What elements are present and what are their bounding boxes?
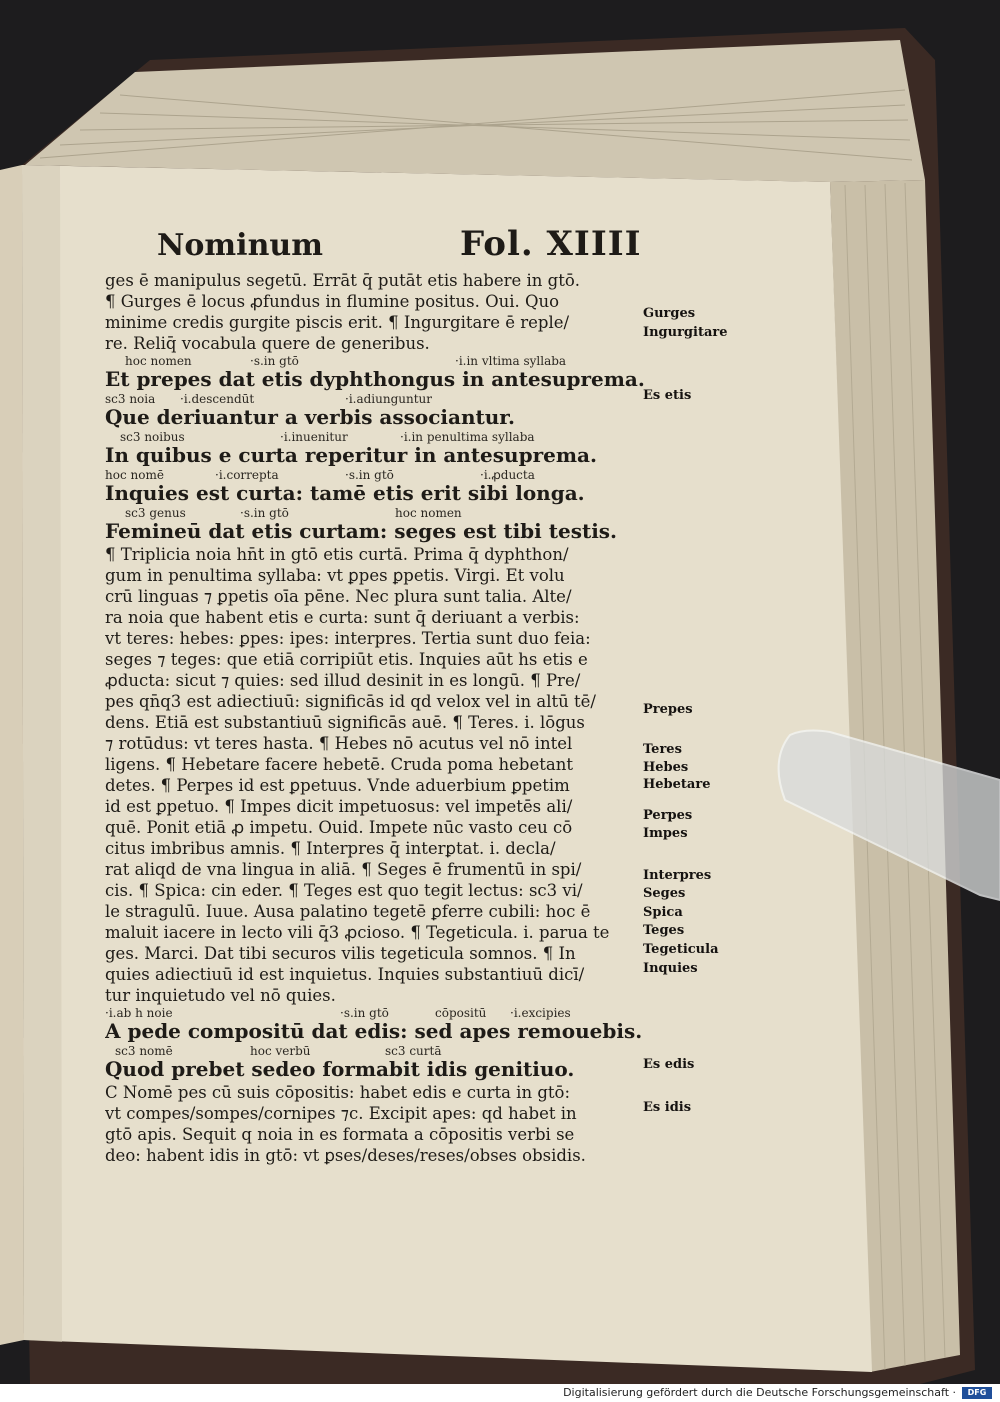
gloss-word: sc3 noibus [120,430,185,444]
gloss-word: hoc nomen [395,506,462,520]
gloss-word: ·i.ꝓducta [480,468,535,482]
marginal-note: Ingurgitare [643,325,728,340]
gloss-word: hoc verbū [250,1044,311,1058]
marginal-note: Impes [643,826,688,841]
marginal-note: Interpres [643,868,712,883]
marginal-note: Es edis [643,1057,695,1072]
verse-line: A pede compositū dat edis: sed apes remouebis. [105,1020,643,1043]
marginal-note: Seges [643,886,686,901]
gloss-line [105,1044,645,1058]
marginal-note: Gurges [643,306,696,321]
gloss-word: ·s.in gtō [240,506,289,520]
gloss-line [105,392,645,406]
commentary-line: deo: habent idis in gtō: vt ꝑses/deses/reses/obses obsidis. [105,1146,586,1165]
gloss-word: sc3 curtā [385,1044,442,1058]
verse-line: Que deriuantur a verbis associantur. [105,406,515,429]
gloss-word: ·s.in gtō [345,468,394,482]
folio-number: Fol. XIIII [460,224,642,264]
verse-line: Quod prebet sedeo formabit idis genitiuo. [105,1058,575,1081]
gloss-word: sc3 genus [125,506,186,520]
commentary-line: quies adiectiuū id est inquietus. Inquies substantiuū dicī/ [105,965,585,984]
commentary-line: citus imbribus amnis. ¶ Interpres q̄ interꝑtat. i. decla/ [105,839,556,858]
gloss-line [105,354,645,368]
gloss-line [105,430,645,444]
marginal-note: Es etis [643,388,692,403]
text-body [105,270,645,1166]
verse-line: Inquies est curta: tamē etis erit sibi longa. [105,482,585,505]
marginal-note: Tegeticula [643,942,719,957]
commentary-line: ꝓducta: sicut ⁊ quies: sed illud desinit in es longū. ¶ Pre/ [105,671,581,690]
marginal-note: Hebes [643,760,689,775]
gloss-word: ·i.adiunguntur [345,392,433,406]
dfg-logo: DFG [962,1387,992,1399]
commentary-line: gtō apis. Sequit q noia in es formata a cōpositis verbi se [105,1125,575,1144]
commentary-line: seges ⁊ teges: que etiā corripiūt etis. Inquies aūt hs etis e [105,650,588,669]
marginal-note: Teges [643,923,685,938]
commentary-line: dens. Etiā est substantiuū significās auē. ¶ Teres. i. lōgus [105,713,585,732]
marginal-note: Perpes [643,808,693,823]
commentary-line: ¶ Gurges ē locus ꝓfundus in flumine positus. Oui. Quo [105,292,560,311]
gloss-word: cōpositū [435,1006,487,1020]
footer-bar [0,1384,1000,1402]
gloss-word: ·i.ab h noie [105,1006,173,1020]
commentary-line: vt teres: hebes: ꝑpes: ipes: interpres. Tertia sunt duo feia: [105,629,591,648]
commentary-line: vt compes/sompes/cornipes ⁊c. Excipit apes: qd habet in [105,1104,577,1123]
gloss-word: ·s.in gtō [250,354,299,368]
footer-credit: Digitalisierung gefördert durch die Deutsche Forschungsgemeinschaft · [563,1386,956,1399]
gloss-word: ·i.inuenitur [280,430,348,444]
commentary-line: minime credis gurgite piscis erit. ¶ Ingurgitare ē reple/ [105,313,570,332]
gloss-word: hoc nomen [125,354,192,368]
gloss-word: ·s.in gtō [340,1006,389,1020]
verse-line: In quibus e curta reperitur in antesuprema. [105,444,597,467]
gloss-line [105,1006,645,1020]
gloss-word: ·i.correpta [215,468,279,482]
commentary-line: ra noia que habent etis e curta: sunt q̄ deriuant a verbis: [105,608,580,627]
marginal-note: Es idis [643,1100,692,1115]
marginal-note: Teres [643,742,682,757]
marginal-note: Hebetare [643,777,711,792]
verse-line: Femineū dat etis curtam: seges est tibi testis. [105,520,618,543]
gloss-line [105,468,645,482]
commentary-line: ges ē manipulus segetū. Errāt q̄ putāt etis habere in gtō. [105,271,581,290]
gloss-word: ·i.excipies [510,1006,571,1020]
running-header [105,222,645,270]
commentary-line: quē. Ponit etiā ꝓ impetu. Ouid. Impete nūc vasto ceu cō [105,818,573,837]
gloss-word: sc3 nomē [115,1044,173,1058]
commentary-line: ges. Marci. Dat tibi securos vilis tegeticula somnos. ¶ In [105,944,576,963]
commentary-line: rat aliqd de vna lingua in aliā. ¶ Seges ē frumentū in spi/ [105,860,582,879]
header-title: Nominum [157,228,323,263]
commentary-line: cis. ¶ Spica: cin eder. ¶ Teges est quo tegit lectus: sc3 vi/ [105,881,583,900]
gloss-word: ·i.in penultima syllaba [400,430,535,444]
commentary-line: tur inquietudo vel nō quies. [105,986,336,1005]
marginal-note: Inquies [643,961,698,976]
commentary-line: ¶ Triplicia noia hn̄t in gtō etis curtā. Prima q̄ dyphthon/ [105,545,569,564]
commentary-line: pes qn̄q3 est adiectiuū: significās id qd velox vel in altū tē/ [105,692,596,711]
commentary-line: ⁊ rotūdus: vt teres hasta. ¶ Hebes nō acutus vel nō intel [105,734,573,753]
commentary-line: ligens. ¶ Hebetare facere hebetē. Cruda poma hebetant [105,755,573,774]
verse-line: Et prepes dat etis dyphthongus in antesuprema. [105,368,645,391]
commentary-line: re. Reliq̄ vocabula quere de generibus. [105,334,430,353]
gloss-word: hoc nomē [105,468,164,482]
marginal-note: Prepes [643,702,693,717]
commentary-line: detes. ¶ Perpes id est ꝑpetuus. Vnde aduerbium ꝑpetim [105,776,570,795]
commentary-line: le stragulū. Iuue. Ausa palatino tegetē ꝑferre cubili: hoc ē [105,902,591,921]
commentary-line: gum in penultima syllaba: vt ꝑpes ꝑpetis. Virgi. Et volu [105,566,565,585]
gloss-word: ·i.in vltima syllaba [455,354,567,368]
gloss-word: ·i.descendūt [180,392,255,406]
marginal-note: Spica [643,905,683,920]
commentary-line: C Nomē pes cū suis cōpositis: habet edis e curta in gtō: [105,1083,571,1102]
commentary-line: crū linguas ⁊ ꝑpetis oīa pēne. Nec plura sunt talia. Alte/ [105,587,572,606]
left-page-edge [0,165,24,1345]
commentary-line: maluit iacere in lecto vili q̄3 ꝓcioso. ¶ Tegeticula. i. parua te [105,923,610,942]
gloss-word: sc3 noia [105,392,156,406]
gloss-line [105,506,645,520]
commentary-line: id est ꝑpetuo. ¶ Impes dicit impetuosus: vel impetēs ali/ [105,797,573,816]
page-content [105,222,645,1166]
